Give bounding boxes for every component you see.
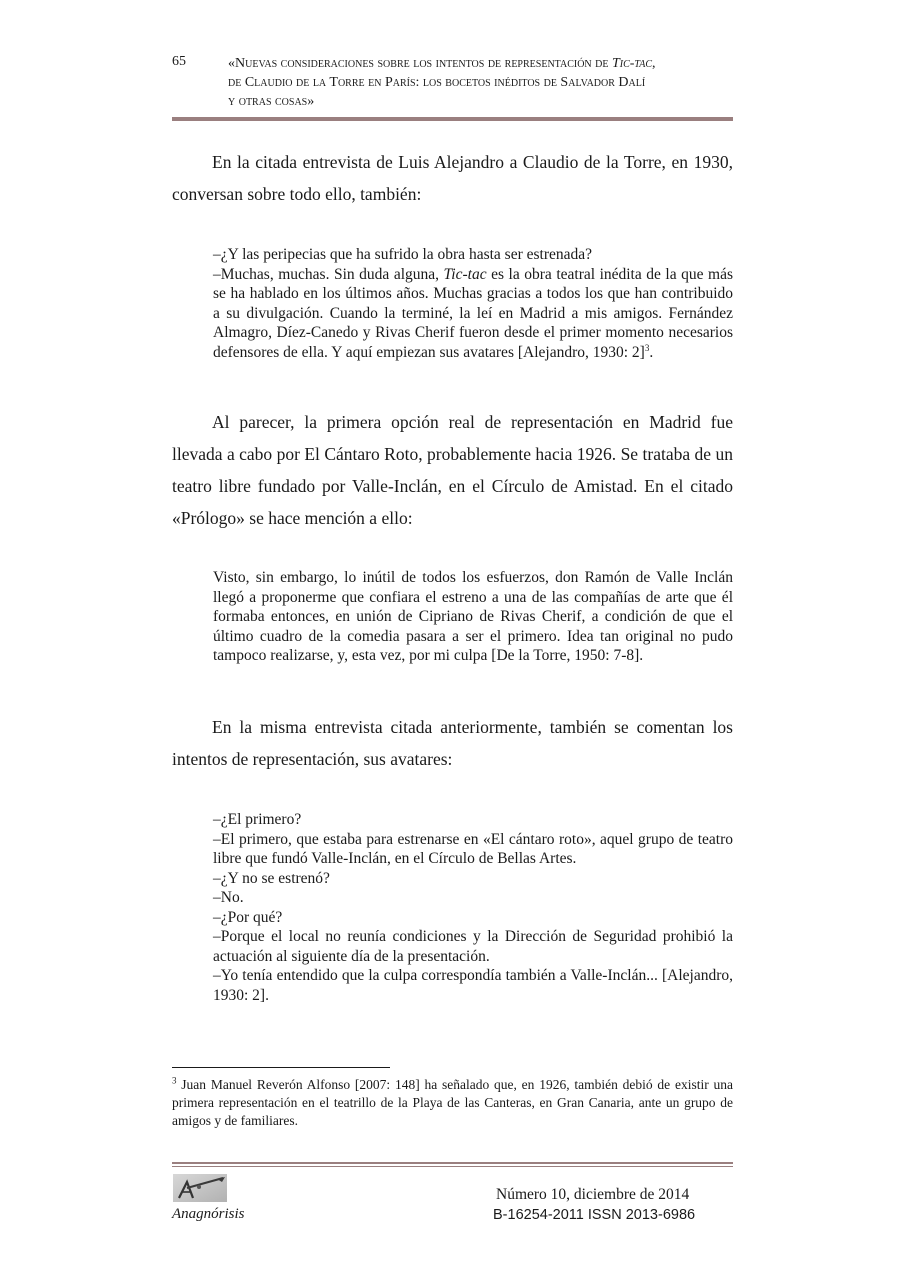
body-paragraph-3	[172, 711, 733, 775]
footnote-3	[172, 1076, 733, 1130]
body-paragraph-1	[172, 146, 733, 210]
block-quote-2	[213, 568, 733, 666]
quote-3-line: –¿El primero?	[213, 811, 302, 828]
quote-3-line: –¿Y no se estrenó?	[213, 869, 330, 887]
header-rule	[172, 117, 733, 121]
running-title-work: Tic-tac	[611, 56, 653, 71]
quote-1-line-2	[213, 265, 733, 363]
journal-logo-icon	[173, 1174, 227, 1202]
page-number: 65	[172, 54, 186, 69]
running-title-line1: «Nuevas consideraciones sobre los intentos de representación de	[228, 56, 612, 71]
running-title-comma: ,	[652, 56, 656, 71]
paragraph-2-text: Al parecer, la primera opción real de representación en Madrid fue llevada a cabo por El Cántaro Roto, probablemente hacia 1926. Se trataba de un teatro libre fundado por Valle-Inclán, en el Círculo de Amistad. En el citado «Prólogo» se hace mención a ello:	[172, 412, 733, 528]
quote-3-line: –El primero, que estaba para estrenarse en «El cántaro roto», aquel grupo de teatro libre que fundó Valle-Inclán, en el Círculo de Bellas Artes.	[213, 830, 733, 867]
footnote-text: Juan Manuel Reverón Alfonso [2007: 148] ha señalado que, en 1926, también debió de existir una primera representación en el teatrillo de la Playa de las Canteras, en Gran Canaria, ante un grupo de amigos y de familiares.	[172, 1077, 733, 1128]
journal-name: Anagnórisis	[172, 1206, 245, 1222]
quote-3-line: –No.	[213, 889, 244, 906]
footer-rule-bottom	[172, 1166, 733, 1167]
block-quote-3	[213, 810, 733, 1005]
footer-rule-top	[172, 1162, 733, 1164]
quote-1-line-2-rest: es la obra teatral inédita de la que más se ha hablado en los últimos años. Muchas gracias a todos los que han contribuido a su divulgación. Cuando la terminé, la leí en Madrid a mis amigos. Fernández Almagro, Díez-Canedo y Rivas Cherif fueron desde el primer momento necesarios defensores de ella. Y aquí empiezan sus avatares [Alejandro, 1930: 2]	[213, 265, 733, 361]
running-title-line2: de Claudio de la Torre en París: los bocetos inéditos de Salvador Dalí	[228, 75, 646, 90]
quote-3-line: –Yo tenía entendido que la culpa correspondía también a Valle-Inclán... [Alejandro, 1930: 2].	[213, 967, 733, 1004]
body-paragraph-2	[172, 406, 733, 534]
quote-3-line: –Porque el local no reunía condiciones y la Dirección de Seguridad prohibió la actuación al siguiente día de la presentación.	[213, 928, 733, 965]
quote-1-line-1: –¿Y las peripecias que ha sufrido la obra hasta ser estrenada?	[213, 246, 593, 263]
quote-2-text: Visto, sin embargo, lo inútil de todos los esfuerzos, don Ramón de Valle Inclán llegó a proponerme que confiara el estreno a una de las compañías de arte que él formaba entonces, en unión de Cipriano de Rivas Cherif, a condición de que el último cuadro de la comedia pasara a ser el primero. Idea tan original no pudo tampoco realizarse, y, esta vez, por mi culpa [De la Torre, 1950: 7-8].	[213, 569, 733, 664]
running-title-line3: y otras cosas»	[228, 94, 315, 109]
quote-1-work-title: Tic-tac	[443, 265, 487, 283]
paragraph-3-text: En la misma entrevista citada anteriormente, también se comentan los intentos de representación, sus avatares:	[172, 717, 733, 769]
isbn-issn: B-16254-2011 ISSN 2013-6986	[493, 1207, 696, 1223]
running-title	[228, 54, 738, 111]
block-quote-1	[213, 245, 733, 362]
running-header	[172, 52, 732, 112]
footnote-separator	[172, 1067, 390, 1068]
paragraph-1-text: En la citada entrevista de Luis Alejandro a Claudio de la Torre, en 1930, conversan sobre todo ello, también:	[172, 152, 733, 204]
quote-3-line: –¿Por qué?	[213, 908, 283, 926]
footnote-ref-3[interactable]: 3	[644, 342, 650, 353]
quote-1-line-2-end: .	[649, 343, 654, 361]
issue-info: Número 10, diciembre de 2014	[496, 1186, 690, 1203]
quote-1-line-2-start: –Muchas, muchas. Sin duda alguna,	[213, 265, 444, 283]
footnote-mark: 3	[172, 1075, 177, 1086]
